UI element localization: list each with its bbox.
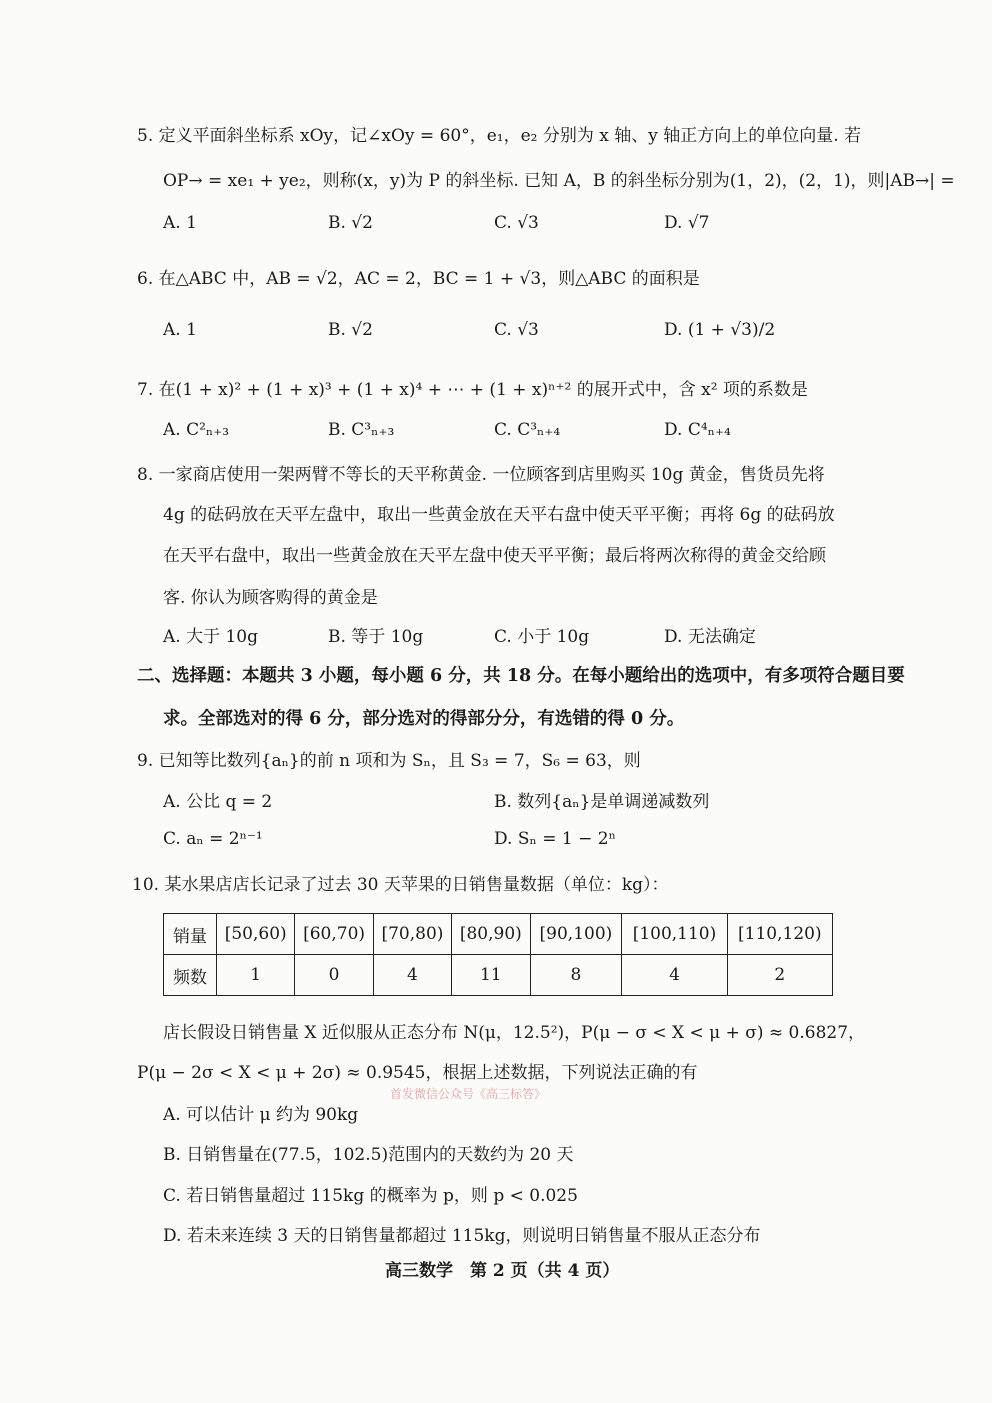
q10-paragraph-line2: P(μ − 2σ < X < μ + 2σ) ≈ 0.9545，根据上述数据，下列说法正确的有 [137, 1063, 698, 1083]
q8-option-d: D. 无法确定 [664, 627, 756, 647]
page-footer: 高三数学 第 2 页（共 4 页） [385, 1261, 620, 1281]
q8-option-c: C. 小于 10g [494, 627, 590, 647]
watermark-text: 首发微信公众号《高三标答》 [390, 1087, 547, 1101]
q7-stem: 7. 在(1 + x)² + (1 + x)³ + (1 + x)⁴ + ⋯ + (1 + x)ⁿ⁺² 的展开式中，含 x² 项的系数是 [137, 380, 808, 400]
q7-option-b: B. C³ₙ₊₃ [328, 420, 395, 440]
table-cell-count: 2 [727, 955, 832, 996]
q5-stem-line2: OP→ = xe₁ + ye₂，则称(x，y)为 P 的斜坐标. 已知 A，B 的斜坐标分别为(1，2)，(2，1)，则|AB→| = [163, 171, 955, 191]
q6-option-c: C. √3 [494, 320, 539, 340]
q8-stem-line2: 4g 的砝码放在天平左盘中，取出一些黄金放在天平右盘中使天平平衡；再将 6g 的砝码放 [163, 505, 835, 525]
q7-option-c: C. C³ₙ₊₄ [494, 420, 561, 440]
q7-option-a: A. C²ₙ₊₃ [163, 420, 230, 440]
q6-option-b: B. √2 [328, 320, 373, 340]
table-cell-count: 1 [217, 955, 295, 996]
q10-paragraph-line1: 店长假设日销售量 X 近似服从正态分布 N(μ，12.5²)，P(μ − σ < X < μ + σ) ≈ 0.6827， [163, 1023, 866, 1043]
table-cell-interval: [60,70) [295, 914, 373, 955]
q10-option-a: A. 可以估计 μ 约为 90kg [163, 1105, 359, 1125]
q8-stem-line3: 在天平右盘中，取出一些黄金放在天平左盘中使天平平衡；最后将两次称得的黄金交给顾 [163, 546, 826, 566]
q5-option-c: C. √3 [494, 213, 539, 233]
q9-option-b: B. 数列{aₙ}是单调递减数列 [494, 792, 710, 812]
q10-option-c: C. 若日销售量超过 115kg 的概率为 p，则 p < 0.025 [163, 1186, 578, 1206]
table-cell-count: 11 [452, 955, 530, 996]
section2-heading-line2: 求。全部选对的得 6 分，部分选对的得部分分，有选错的得 0 分。 [163, 709, 685, 729]
table-header-frequency: 频数 [164, 955, 217, 996]
q8-stem-line1: 8. 一家商店使用一架两臂不等长的天平称黄金. 一位顾客到店里购买 10g 黄金，售货员先将 [137, 465, 825, 485]
table-cell-count: 8 [530, 955, 622, 996]
sales-frequency-table [163, 913, 833, 996]
table-cell-interval: [90,100) [530, 914, 622, 955]
q10-stem: 10. 某水果店店长记录了过去 30 天苹果的日销售量数据（单位：kg）： [132, 875, 669, 895]
q9-stem: 9. 已知等比数列{aₙ}的前 n 项和为 Sₙ，且 S₃ = 7，S₆ = 63，则 [137, 751, 641, 771]
table-cell-interval: [100,110) [622, 914, 727, 955]
q8-option-b: B. 等于 10g [328, 627, 424, 647]
q6-option-a: A. 1 [163, 320, 197, 340]
section2-heading-line1: 二、选择题：本题共 3 小题，每小题 6 分，共 18 分。在每小题给出的选项中，有多项符合题目要 [137, 666, 905, 686]
q5-option-d: D. √7 [664, 213, 710, 233]
q5-stem-line1: 5. 定义平面斜坐标系 xOy，记∠xOy = 60°，e₁，e₂ 分别为 x 轴、y 轴正方向上的单位向量. 若 [137, 126, 862, 146]
table-row-sales [164, 914, 833, 955]
q9-option-d: D. Sₙ = 1 − 2ⁿ [494, 829, 616, 849]
table-cell-count: 4 [373, 955, 451, 996]
table-header-sales: 销量 [164, 914, 217, 955]
q9-option-a: A. 公比 q = 2 [163, 792, 273, 812]
q6-stem: 6. 在△ABC 中，AB = √2，AC = 2，BC = 1 + √3，则△ABC 的面积是 [137, 269, 700, 289]
q10-option-b: B. 日销售量在(77.5，102.5)范围内的天数约为 20 天 [163, 1145, 574, 1165]
q8-stem-line4: 客. 你认为顾客购得的黄金是 [163, 588, 378, 608]
q9-option-c: C. aₙ = 2ⁿ⁻¹ [163, 829, 263, 849]
table-cell-interval: [80,90) [452, 914, 530, 955]
table-row-frequency [164, 955, 833, 996]
table-cell-interval: [50,60) [217, 914, 295, 955]
q10-option-d: D. 若未来连续 3 天的日销售量都超过 115kg，则说明日销售量不服从正态分布 [163, 1226, 761, 1246]
table-cell-count: 4 [622, 955, 727, 996]
q8-option-a: A. 大于 10g [163, 627, 259, 647]
table-cell-interval: [110,120) [727, 914, 832, 955]
q5-option-b: B. √2 [328, 213, 373, 233]
q5-option-a: A. 1 [163, 213, 197, 233]
q7-option-d: D. C⁴ₙ₊₄ [664, 420, 731, 440]
table-cell-interval: [70,80) [373, 914, 451, 955]
table-cell-count: 0 [295, 955, 373, 996]
q6-option-d: D. (1 + √3)/2 [664, 320, 776, 340]
